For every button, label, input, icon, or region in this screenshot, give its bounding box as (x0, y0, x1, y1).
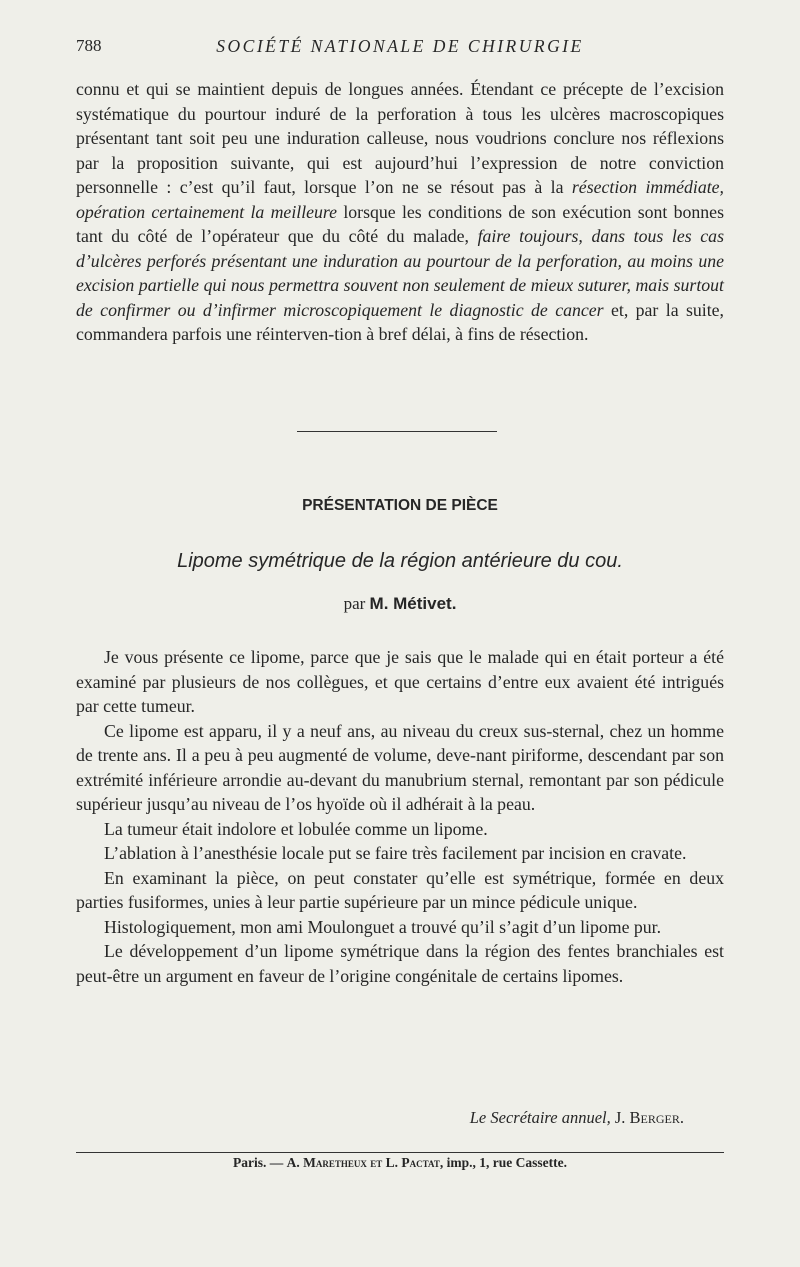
article-paragraph: Histologiquement, mon ami Moulonguet a trouvé qu’il s’agit d’un lipome pur. (104, 916, 662, 937)
article-paragraph: L’ablation à l’anesthésie locale put se faire très facilement par incision en cravate. (104, 843, 687, 863)
running-title: SOCIÉTÉ NATIONALE DE CHIRURGIE (216, 36, 584, 56)
page-header (76, 36, 724, 60)
signature-name: J. Berger. (614, 1108, 684, 1127)
footer-divider (76, 1152, 724, 1153)
lead-paragraph-text (76, 77, 724, 347)
lead-text-part2: lorsque les conditions de son exécution sont bonnes tant du côté de l’opérateur que du côté du malade, (76, 201, 724, 246)
section-heading: PRÉSENTATION DE PIÈCE (302, 497, 498, 514)
printer-imprint (76, 1155, 724, 1171)
lead-text-italic1: résection immédiate, opération certainement la meilleure (76, 177, 724, 222)
page-number: 788 (76, 36, 102, 55)
lead-text-part1: connu et qui se maintient depuis de longues années. Étendant ce précepte de l’excision systématique du pourtour induré de la perforation à tous les ulcères macroscopiques présentant tant soit peu une induration calleuse, nous voudrions conclure nos réflexions par la proposition suivante, qui est aujourd’hui l’expression de notre conviction personnelle : c’est qu’il faut, lorsque l’on ne se résout pas à la (76, 79, 724, 197)
article-paragraph: En examinant la pièce, on peut constater qu’elle est symétrique, formée en deux parties fusiformes, unies à leur partie supérieure par un mince pédicule unique. (76, 867, 724, 912)
signature-title: Le Secrétaire annuel, (469, 1108, 611, 1127)
byline-prefix: par (343, 594, 370, 613)
lead-text-italic2: faire toujours, dans tous les cas d’ulcères perforés présentant une induration au pourtour de la perforation, au moins une excision partielle qui nous permettra souvent non seulement de mieux suturer, mais surtout de confirmer ou d’infirmer microscopiquement le diagnostic de cancer (76, 226, 724, 320)
imprint-printers: A. Maretheux et L. Pactat (286, 1155, 440, 1170)
lead-paragraph (76, 77, 724, 347)
author-name: M. Métivet. (369, 594, 457, 613)
signature (470, 1108, 684, 1128)
article-title: Lipome symétrique de la région antérieure du cou. (177, 550, 623, 572)
imprint-city: Paris. — (233, 1155, 287, 1170)
lead-text-part3: et, par la suite, commandera parfois une réinterven-tion à bref délai, à fins de résection. (76, 299, 724, 344)
byline (76, 594, 724, 614)
article-paragraph: Le développement d’un lipome symétrique dans la région des fentes branchiales est peut-être un argument en faveur de l’origine congénitale de certains lipomes. (76, 941, 724, 986)
imprint-address: , imp., 1, rue Cassette. (439, 1155, 567, 1170)
article-paragraph: La tumeur était indolore et lobulée comme un lipome. (104, 818, 488, 839)
article-paragraph: Ce lipome est apparu, il y a neuf ans, au niveau du creux sus-sternal, chez un homme de trente ans. Il a peu à peu augmenté de volume, deve-nant piriforme, descendant par son extrémité inférieure arrondie au-devant du manubrium sternal, remontant par son pédicule supérieur jusqu’au niveau de l’os hyoïde où il adhérait à la peau. (76, 720, 724, 814)
article-body (76, 645, 724, 988)
article-paragraph: Je vous présente ce lipome, parce que je sais que le malade qui en était porteur a été examiné par plusieurs de nos collègues, et que certains d’entre eux avaient été intrigués par cette tumeur. (76, 647, 724, 716)
section-divider (297, 431, 497, 432)
